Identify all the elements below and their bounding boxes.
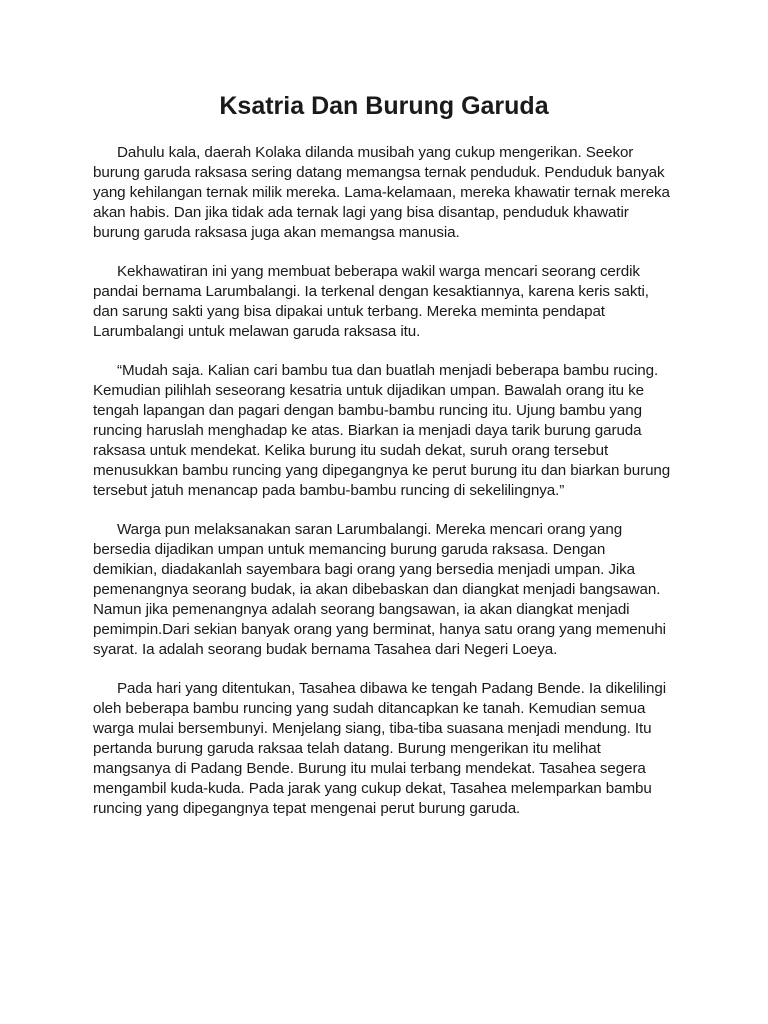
paragraph-1: Dahulu kala, daerah Kolaka dilanda musibah yang cukup mengerikan. Seekor burung garuda raksasa sering datang memangsa ternak penduduk. Penduduk banyak yang kehilangan ternak milik mereka. Lama-kelamaan, mereka khawatir ternak mereka akan habis. Dan jika tidak ada ternak lagi yang bisa disantap, penduduk khawatir burung garuda raksasa juga akan memangsa manusia.: [93, 144, 670, 241]
paragraph-3: “Mudah saja. Kalian cari bambu tua dan buatlah menjadi beberapa bambu rucing. Kemudian pilihlah seseorang kesatria untuk dijadikan umpan. Bawalah orang itu ke tengah lapangan dan pagari dengan bambu-bambu runcing itu. Ujung bambu yang runcing haruslah menghadap ke atas. Biarkan ia menjadi daya tarik burung garuda raksasa untuk mendekat. Kelika burung itu sudah dekat, suruh orang tersebut menusukkan bambu runcing yang dipegangnya ke perut burung itu dan biarkan burung tersebut jatuh menancap pada bambu-bambu runcing di sekelilingnya.”: [93, 362, 671, 499]
paragraph-2: Kekhawatiran ini yang membuat beberapa wakil warga mencari seorang cerdik pandai bernama Larumbalangi. Ia terkenal dengan kesaktiannya, karena keris sakti, dan sarung sakti yang bisa dipakai untuk terbang. Mereka meminta pendapat Larumbalangi untuk melawan garuda raksasa itu.: [93, 263, 649, 340]
paragraph-4: Warga pun melaksanakan saran Larumbalangi. Mereka mencari orang yang bersedia dijadikan umpan untuk memancing burung garuda raksasa. Dengan demikian, diadakanlah sayembara bagi orang yang bersedia menjadi umpan. Jika pemenangnya seorang budak, ia akan dibebaskan dan diangkat menjadi bangsawan. Namun jika pemenangnya adalah seorang bangsawan, ia akan diangkat menjadi pemimpin.Dari sekian banyak orang yang berminat, hanya satu orang yang memenuhi syarat. Ia adalah seorang budak bernama Tasahea dari Negeri Loeya.: [93, 521, 666, 658]
document-body: [93, 143, 673, 838]
document-title: Ksatria Dan Burung Garuda: [219, 92, 549, 120]
paragraph-5: Pada hari yang ditentukan, Tasahea dibawa ke tengah Padang Bende. Ia dikelilingi oleh beberapa bambu runcing yang sudah ditancapkan ke tanah. Kemudian semua warga mulai bersembunyi. Menjelang siang, tiba-tiba suasana menjadi mendung. Itu pertanda burung garuda raksaa telah datang. Burung mengerikan itu melihat mangsanya di Padang Bende. Burung itu mulai terbang mendekat. Tasahea segera mengambil kuda-kuda. Pada jarak yang cukup dekat, Tasahea melemparkan bambu runcing yang dipegangnya tepat mengenai perut burung garuda.: [93, 680, 667, 817]
